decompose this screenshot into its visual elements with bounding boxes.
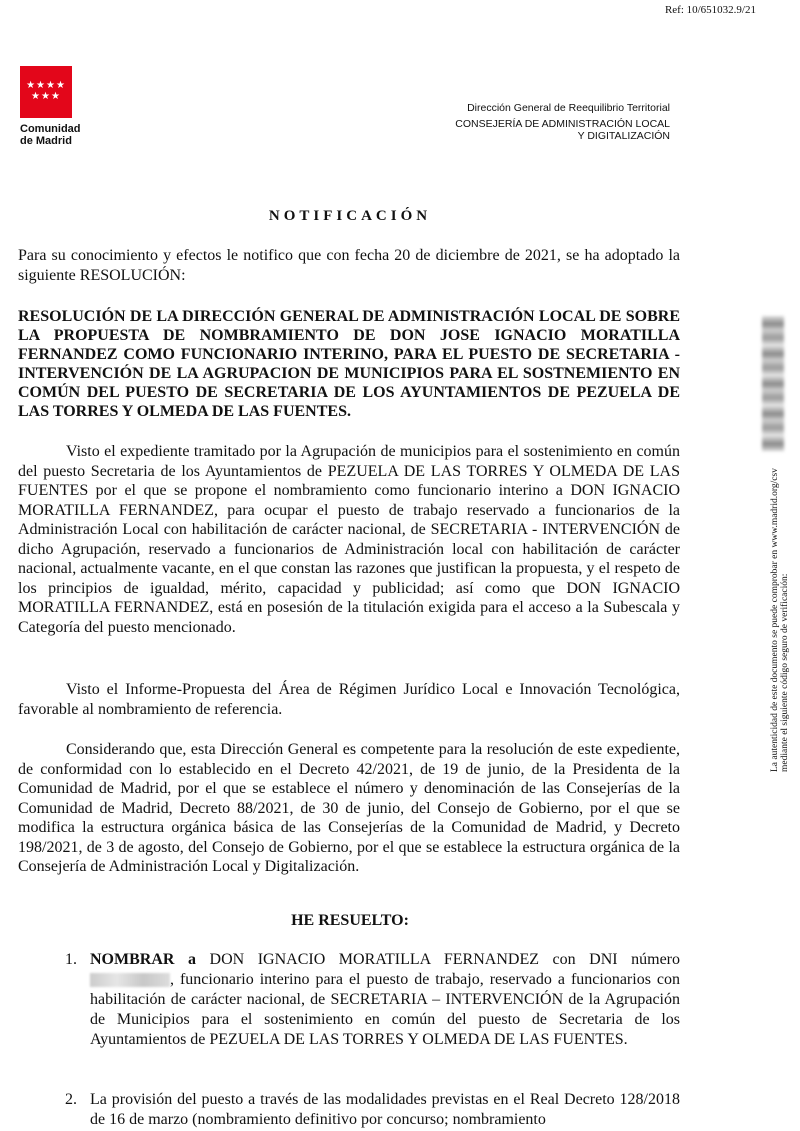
- he-resuelto-heading: HE RESUELTO:: [291, 912, 409, 929]
- item-text-post: , funcionario interino para el puesto de trabajo, reservado a funcionarios con habilitación de carácter nacional, de SECRETARIA – INTERVENCIÓN de la Agrupación de Municipios para el sostenimiento en común del puesto de Secretaria de los Ayuntamientos de PEZUELA DE LAS TORRES Y OLMEDA DE LAS FUENTES.: [90, 971, 680, 1048]
- intro-paragraph: Para su conocimiento y efectos le notifico que con fecha 20 de diciembre de 2021, se ha adoptado la siguiente RESOLUCIÓN:: [18, 247, 680, 284]
- paragraph-considerando: Considerando que, esta Dirección General es competente para la resolución de este expediente, de conformidad con lo establecido en el Decreto 42/2021, de 19 de junio, de la Presidenta de la Comunidad de Madrid, por el que se establece el número y denominación de las Consejerías de la Comunidad de Madrid, Decreto 88/2021, de 30 de junio, del Consejo de Gobierno, por el que se modifica la estructura orgánica básica de las Consejerías de la Comunidad de Madrid, y Decreto 198/2021, de 3 de agosto, del Consejo de Gobierno, por el que se establece la estructura orgánica de la Consejería de Administración Local y Digitalización.: [18, 741, 680, 875]
- paragraph-visto-expediente: Visto el expediente tramitado por la Agrupación de municipios para el sostenimiento en común del puesto Secretaria de los Ayuntamientos de PEZUELA DE LAS TORRES Y OLMEDA DE LAS FUENTES por el que se propone el nombramiento como funcionario interino a DON IGNACIO MORATILLA FERNANDEZ, para ocupar el puesto de trabajo reservado a funcionarios de la Administración Local con habilitación de carácter nacional, de SECRETARIA - INTERVENCIÓN de dicho Agrupación, reservado a funcionarios de Administración local con habilitación de carácter nacional, actualmente vacante, en el que constan las razones que justifican la propuesta, y el respeto de los principios de igualdad, mérito, capacidad y publicidad; así como que DON IGNACIO MORATILLA FERNANDEZ, está en posesión de la titulación exigida para el acceso a la Subescala y Categoría del puesto mencionado.: [18, 443, 680, 636]
- resolution-item-2: [65, 1090, 680, 1130]
- item-number: 2.: [65, 1091, 77, 1108]
- redacted-dni: [90, 973, 170, 987]
- document-title: NOTIFICACIÓN: [268, 208, 432, 224]
- side-text-line2: mediante el siguiente código seguro de verificación:: [780, 573, 790, 772]
- side-text-line1: La autenticidad de este documento se puede comprobar en www.madrid.org/csv: [770, 468, 780, 772]
- item-number: 1.: [65, 951, 77, 968]
- logo-stars: ★★★★ ★★★: [26, 80, 66, 102]
- logo-text-line2: de Madrid: [20, 135, 72, 147]
- side-verification-note: [770, 462, 788, 772]
- comunidad-madrid-logo: [20, 66, 90, 147]
- logo-text-line1: Comunidad: [20, 123, 81, 135]
- direccion-general: Dirección General de Reequilibrio Territorial: [467, 102, 670, 114]
- item-bold-verb: NOMBRAR a: [90, 951, 196, 968]
- paragraph-visto-informe: Visto el Informe-Propuesta del Área de Régimen Jurídico Local e Innovación Tecnológica, favorable al nombramiento de referencia.: [18, 681, 680, 718]
- resolution-item-1: [65, 950, 681, 1050]
- redacted-verification-code: [762, 316, 784, 451]
- item-text: La provisión del puesto a través de las modalidades previstas en el Real Decreto 128/2018 de 16 de marzo (nombramiento definitivo por concurso; nombramiento: [90, 1091, 680, 1128]
- department-header: [455, 102, 670, 142]
- consejeria-line2: Y DIGITALIZACIÓN: [577, 130, 670, 142]
- resolution-heading: RESOLUCIÓN DE LA DIRECCIÓN GENERAL DE ADMINISTRACIÓN LOCAL DE SOBRE LA PROPUESTA DE NOMBRAMIENTO DE DON JOSE IGNACIO MORATILLA FERNANDEZ COMO FUNCIONARIO INTERINO, PARA EL PUESTO DE SECRETARIA - INTERVENCIÓN DE LA AGRUPACION DE MUNICIPIOS PARA EL SOSTNEMIENTO EN COMÚN DEL PUESTO DE SECRETARIA DE LOS AYUNTAMIENTOS DE PEZUELA DE LAS TORRES Y OLMEDA DE LAS FUENTES.: [18, 308, 680, 420]
- logo-flag: [20, 66, 72, 118]
- reference-number: Ref: 10/651032.9/21: [664, 4, 756, 16]
- consejeria-line1: CONSEJERÍA DE ADMINISTRACIÓN LOCAL: [455, 118, 670, 130]
- item-text-pre: DON IGNACIO MORATILLA FERNANDEZ con DNI número: [195, 951, 681, 968]
